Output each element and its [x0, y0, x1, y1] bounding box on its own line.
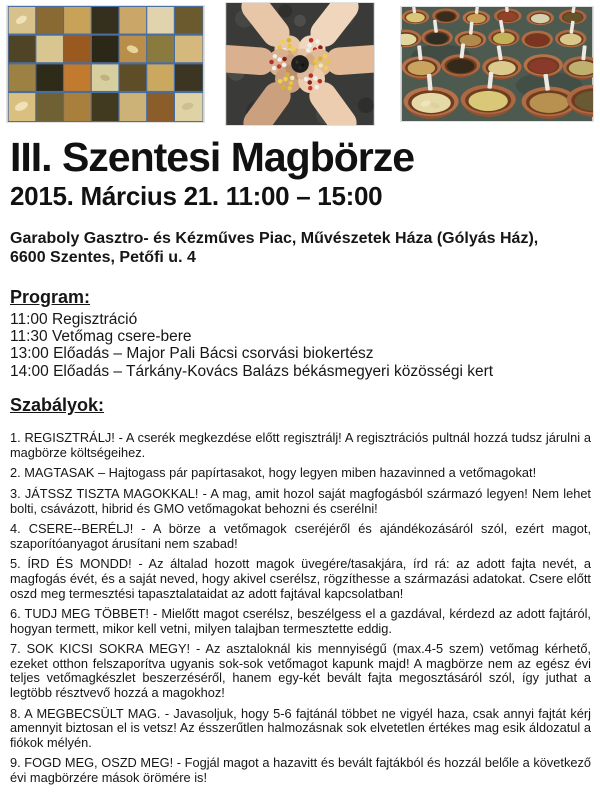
program-heading: Program: — [10, 286, 91, 307]
program-item: 11:00 Regisztráció — [10, 310, 138, 328]
rule-item: 2. MAGTASAK – Hajtogass pár papírtasakot, hogy legyen miben hazavinned a vetőmagokat! — [10, 465, 537, 481]
program-item: 14:00 Előadás – Tárkány-Kovács Balázs békásmegyeri közösségi kert — [10, 362, 494, 380]
program-item: 11:30 Vetőmag csere-bere — [10, 327, 192, 345]
seed-mosaic-photo — [6, 5, 205, 123]
rule-item: 7. SOK KICSI SOKRA MEGY! - Az asztaloknál kis mennyiségű (max.4-5 szem) vetőmag kérhető, ezeket otthon felszaporítva ugyanis sok-sok vetőmagot kapunk majd! A magbörze nem az egész évi teljes vetőmagkészlet beszerzéséről, hanem egy-két bevált fajta megosztásáról szól, így juthat a legtöbb résztvevő hozzá a magokhoz! — [10, 641, 591, 701]
rule-item: 8. A MEGBECSÜLT MAG. - Javasoljuk, hogy 5-6 fajtánál többet ne vigyél haza, csak annyi fajtát kérj amennyit biztosan el is vetsz! Az ésszerűtlen halmozásnak sok elvetetlen értékes mag esik áldozatul a fiókok mélyén. — [10, 705, 591, 750]
rule-item: 5. ÍRD ÉS MONDD! - Az általad hozott magok üvegére/tasakjára, írd rá: az adott fajta nevét, a magfogás évét, és a saját neved, hogy akivel cserélsz, rögzíthesse a származási adatokat. Csere előtt oszd meg termesztési tapasztalataidat az adott fajtával kapcsolatban! — [10, 556, 591, 601]
event-location — [10, 229, 591, 267]
rule-item: 9. FOGD MEG, OSZD MEG! - Fogjál magot a hazavitt és bevált fajtákból és hozzál belőle a következő évi magbörzére mások örömére is! — [10, 755, 591, 786]
seed-pots-photo — [400, 6, 594, 122]
rule-item: 4. CSERE--BERÉLJ! - A börze a vetőmagok cseréjéről és ajándékozásáról szól, ezért magot, szaporítóanyagot árusítani nem szabad! — [10, 521, 591, 551]
event-datetime: 2015. Március 21. 11:00 – 15:00 — [10, 181, 383, 212]
rule-item: 6. TUDJ MEG TÖBBET! - Mielőtt magot cserélsz, beszélgess el a gazdával, kérdezd az adott fajtáról, hogyan termett, mikor kell vetni, milyen talajban termesztette eddig. — [10, 606, 591, 636]
page-title: III. Szentesi Magbörze — [10, 134, 415, 180]
hands-holding-seeds-photo — [225, 2, 375, 126]
rules-list — [10, 431, 591, 785]
program-list — [10, 311, 591, 381]
rule-item: 1. REGISZTRÁLJ! - A cserék megkezdése előtt regisztrálj! A regisztrációs pultnál hozzá tudsz járulni a magbörze költségeihez. — [10, 430, 591, 460]
rule-item: 3. JÁTSSZ TISZTA MAGOKKAL! - A mag, amit hozol saját magfogásból származó legyen! Nem lehet bolti, csávázott, hibrid és GMO vetőmagokat behozni és cserélni! — [10, 485, 591, 516]
rules-heading: Szabályok: — [10, 395, 105, 416]
program-item: 13:00 Előadás – Major Pali Bácsi csorvási biokertész — [10, 345, 374, 363]
photo-strip — [0, 0, 600, 128]
event-location-line2: 6600 Szentes, Petőfi u. 4 — [10, 249, 196, 267]
flyer-content — [0, 135, 600, 786]
event-location-line1: Garaboly Gasztro- és Kézműves Piac, Művészetek Háza (Gólyás Ház), — [10, 230, 539, 248]
